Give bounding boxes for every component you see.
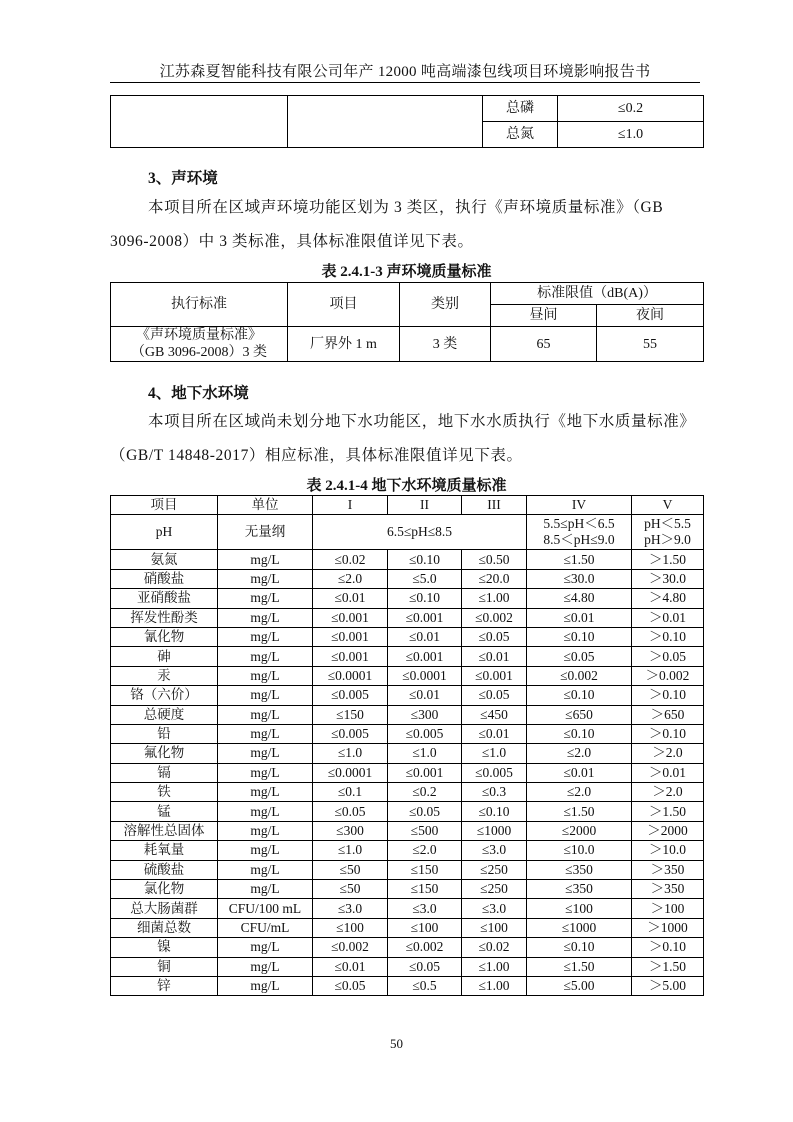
item-cell: 硫酸盐	[111, 860, 218, 879]
class-ii-cell: ≤0.0001	[388, 666, 462, 685]
table-row	[111, 327, 704, 362]
class-i-cell: ≤300	[313, 821, 388, 840]
section-heading-noise: 3、声环境	[148, 170, 218, 187]
noise-table-caption: 表 2.4.1-3 声环境质量标准	[321, 264, 492, 280]
item-cell: 氨氮	[111, 550, 218, 569]
ph-iv-line-1: 5.5≤pH＜6.5	[543, 516, 615, 532]
header-limit: 标准限值（dB(A)）	[491, 283, 704, 305]
class-iv-cell: ≤10.0	[527, 841, 632, 860]
empty-cell	[288, 96, 483, 148]
item-cell: 耗氧量	[111, 841, 218, 860]
document-header: 江苏森夏智能科技有限公司年产 12000 吨高端漆包线项目环境影响报告书	[159, 64, 651, 80]
item-cell: 厂界外 1 m	[288, 327, 400, 362]
class-iii-cell: ≤0.01	[462, 724, 527, 743]
table-row	[111, 918, 704, 937]
class-i-cell: ≤0.0001	[313, 666, 388, 685]
category-cell: 3 类	[400, 327, 491, 362]
header-night: 夜间	[597, 305, 704, 327]
value-cell: ≤1.0	[558, 122, 704, 148]
class-iii-cell: ≤0.3	[462, 783, 527, 802]
class-iv-cell: ≤0.10	[527, 686, 632, 705]
header-class-v: V	[632, 496, 704, 515]
item-cell: 挥发性酚类	[111, 608, 218, 627]
class-iv-cell: ≤1000	[527, 918, 632, 937]
class-v-cell: ＞0.01	[632, 608, 704, 627]
item-cell: 氟化物	[111, 744, 218, 763]
class-ii-cell: ≤5.0	[388, 569, 462, 588]
class-i-cell: ≤0.1	[313, 783, 388, 802]
table-row	[111, 627, 704, 646]
class-i-cell: ≤0.01	[313, 957, 388, 976]
class-v-cell: ＞1.50	[632, 957, 704, 976]
class-iv-cell: ≤0.10	[527, 627, 632, 646]
class-v-cell: ＞2.0	[632, 744, 704, 763]
table-row	[111, 608, 704, 627]
class-v-cell: ＞350	[632, 860, 704, 879]
class-ii-cell: ≤300	[388, 705, 462, 724]
table-row	[111, 647, 704, 666]
class-i-cell: ≤1.0	[313, 744, 388, 763]
noise-standard-table	[110, 282, 704, 362]
class-v-cell: ＞2.0	[632, 783, 704, 802]
class-v-cell: ＞1.50	[632, 802, 704, 821]
class-i-cell: ≤0.05	[313, 976, 388, 995]
header-class-iii: III	[462, 496, 527, 515]
class-v-cell: ＞0.01	[632, 763, 704, 782]
class-ii-cell: ≤0.2	[388, 783, 462, 802]
item-cell: 总硬度	[111, 705, 218, 724]
unit-cell: mg/L	[218, 957, 313, 976]
header-class-i: I	[313, 496, 388, 515]
class-v-cell: ＞0.05	[632, 647, 704, 666]
table-row	[111, 724, 704, 743]
item-cell: 镍	[111, 938, 218, 957]
class-ii-cell: ≤0.10	[388, 550, 462, 569]
item-cell: 硝酸盐	[111, 569, 218, 588]
ph-class-i-iii: 6.5≤pH≤8.5	[313, 515, 527, 550]
class-iv-cell: ≤0.01	[527, 608, 632, 627]
class-iii-cell: ≤0.10	[462, 802, 527, 821]
class-iii-cell: ≤0.001	[462, 666, 527, 685]
class-i-cell: ≤100	[313, 918, 388, 937]
class-i-cell: ≤0.002	[313, 938, 388, 957]
class-i-cell: ≤1.0	[313, 841, 388, 860]
class-iv-cell: ≤100	[527, 899, 632, 918]
class-ii-cell: ≤0.001	[388, 763, 462, 782]
table-row	[111, 589, 704, 608]
class-ii-cell: ≤100	[388, 918, 462, 937]
class-iii-cell: ≤250	[462, 860, 527, 879]
class-iii-cell: ≤100	[462, 918, 527, 937]
unit-cell: mg/L	[218, 724, 313, 743]
class-i-cell: ≤0.0001	[313, 763, 388, 782]
class-iv-cell: ≤0.01	[527, 763, 632, 782]
unit-cell: mg/L	[218, 627, 313, 646]
class-ii-cell: ≤0.001	[388, 647, 462, 666]
item-cell: 总氮	[483, 122, 558, 148]
class-v-cell: ＞1000	[632, 918, 704, 937]
class-v-cell: ＞350	[632, 880, 704, 899]
header-category: 类别	[400, 283, 491, 327]
item-cell: 总磷	[483, 96, 558, 122]
class-iv-cell: ≤350	[527, 860, 632, 879]
class-iii-cell: ≤0.002	[462, 608, 527, 627]
unit-cell: mg/L	[218, 686, 313, 705]
item-cell: 锰	[111, 802, 218, 821]
table-row	[111, 763, 704, 782]
unit-cell: mg/L	[218, 608, 313, 627]
item-cell: 砷	[111, 647, 218, 666]
class-v-cell: ＞0.10	[632, 627, 704, 646]
table-row	[111, 860, 704, 879]
item-cell: 氰化物	[111, 627, 218, 646]
class-v-cell: ＞2000	[632, 821, 704, 840]
class-ii-cell: ≤0.05	[388, 957, 462, 976]
class-iv-cell: ≤4.80	[527, 589, 632, 608]
class-ii-cell: ≤2.0	[388, 841, 462, 860]
table-row	[111, 96, 704, 122]
continued-table	[110, 95, 704, 148]
class-i-cell: ≤0.001	[313, 647, 388, 666]
class-i-cell: ≤2.0	[313, 569, 388, 588]
class-v-cell: ＞5.00	[632, 976, 704, 995]
night-cell: 55	[597, 327, 704, 362]
class-ii-cell: ≤0.001	[388, 608, 462, 627]
class-v-cell: ＞30.0	[632, 569, 704, 588]
class-i-cell: ≤0.005	[313, 724, 388, 743]
class-i-cell: ≤0.02	[313, 550, 388, 569]
class-iv-cell: ≤350	[527, 880, 632, 899]
item-cell: 锌	[111, 976, 218, 995]
table-row	[111, 686, 704, 705]
class-iv-cell: ≤2000	[527, 821, 632, 840]
class-i-cell: ≤3.0	[313, 899, 388, 918]
header-item: 项目	[288, 283, 400, 327]
class-v-cell: ＞0.002	[632, 666, 704, 685]
class-iv-cell: ≤5.00	[527, 976, 632, 995]
class-iii-cell: ≤0.005	[462, 763, 527, 782]
class-iii-cell: ≤1.00	[462, 957, 527, 976]
class-iv-cell: ≤1.50	[527, 957, 632, 976]
class-iv-cell: ≤0.05	[527, 647, 632, 666]
table-row	[111, 705, 704, 724]
unit-cell: mg/L	[218, 860, 313, 879]
class-ii-cell: ≤0.5	[388, 976, 462, 995]
unit-cell: CFU/100 mL	[218, 899, 313, 918]
class-ii-cell: ≤0.002	[388, 938, 462, 957]
class-iv-cell: ≤0.002	[527, 666, 632, 685]
class-ii-cell: ≤500	[388, 821, 462, 840]
table-row-ph	[111, 515, 704, 550]
class-v-cell: ＞0.10	[632, 686, 704, 705]
class-iii-cell: ≤450	[462, 705, 527, 724]
unit-cell: mg/L	[218, 666, 313, 685]
class-iv-cell: ≤1.50	[527, 550, 632, 569]
item-cell: 铅	[111, 724, 218, 743]
unit-cell: mg/L	[218, 802, 313, 821]
header-class-ii: II	[388, 496, 462, 515]
table-header-row	[111, 283, 704, 305]
class-iii-cell: ≤1000	[462, 821, 527, 840]
unit-cell: mg/L	[218, 841, 313, 860]
class-iv-cell: ≤650	[527, 705, 632, 724]
class-iii-cell: ≤1.0	[462, 744, 527, 763]
class-iii-cell: ≤250	[462, 880, 527, 899]
unit-cell: mg/L	[218, 783, 313, 802]
table-row	[111, 841, 704, 860]
item-cell: 铁	[111, 783, 218, 802]
table-row	[111, 802, 704, 821]
class-ii-cell: ≤0.01	[388, 686, 462, 705]
standard-cell	[111, 327, 288, 362]
class-ii-cell: ≤0.01	[388, 627, 462, 646]
header-item: 项目	[111, 496, 218, 515]
class-iii-cell: ≤0.01	[462, 647, 527, 666]
noise-paragraph: 本项目所在区域声环境功能区划为 3 类区，执行《声环境质量标准》（GB 3096-2008）中 3 类标准，具体标准限值详见下表。	[110, 199, 664, 250]
class-i-cell: ≤0.005	[313, 686, 388, 705]
class-iii-cell: ≤20.0	[462, 569, 527, 588]
class-i-cell: ≤0.01	[313, 589, 388, 608]
ph-class-iv	[527, 515, 632, 550]
unit-cell: mg/L	[218, 763, 313, 782]
groundwater-paragraph: 本项目所在区域尚未划分地下水功能区，地下水水质执行《地下水质量标准》（GB/T 14848-2017）相应标准，具体标准限值详见下表。	[110, 413, 696, 464]
unit-cell: mg/L	[218, 569, 313, 588]
class-iv-cell: ≤1.50	[527, 802, 632, 821]
unit-cell: mg/L	[218, 589, 313, 608]
item-cell: 汞	[111, 666, 218, 685]
header-unit: 单位	[218, 496, 313, 515]
item-cell: 氯化物	[111, 880, 218, 899]
item-cell: 亚硝酸盐	[111, 589, 218, 608]
ph-unit: 无量纲	[218, 515, 313, 550]
table-row	[111, 957, 704, 976]
header-class-iv: IV	[527, 496, 632, 515]
class-iii-cell: ≤0.05	[462, 686, 527, 705]
class-iii-cell: ≤1.00	[462, 589, 527, 608]
page-number: 50	[390, 1036, 403, 1051]
item-cell: 铬（六价）	[111, 686, 218, 705]
class-ii-cell: ≤0.005	[388, 724, 462, 743]
groundwater-table-caption: 表 2.4.1-4 地下水环境质量标准	[306, 478, 507, 494]
class-v-cell: ＞100	[632, 899, 704, 918]
class-iv-cell: ≤0.10	[527, 724, 632, 743]
class-ii-cell: ≤150	[388, 880, 462, 899]
item-cell: 总大肠菌群	[111, 899, 218, 918]
day-cell: 65	[491, 327, 597, 362]
unit-cell: CFU/mL	[218, 918, 313, 937]
class-iv-cell: ≤0.10	[527, 938, 632, 957]
class-iii-cell: ≤3.0	[462, 841, 527, 860]
class-iii-cell: ≤1.00	[462, 976, 527, 995]
class-iv-cell: ≤30.0	[527, 569, 632, 588]
class-iii-cell: ≤0.50	[462, 550, 527, 569]
class-i-cell: ≤50	[313, 880, 388, 899]
table-row	[111, 569, 704, 588]
unit-cell: mg/L	[218, 976, 313, 995]
class-ii-cell: ≤150	[388, 860, 462, 879]
table-row	[111, 821, 704, 840]
unit-cell: mg/L	[218, 550, 313, 569]
table-row	[111, 744, 704, 763]
standard-line-2: （GB 3096-2008）3 类	[130, 345, 268, 360]
class-i-cell: ≤150	[313, 705, 388, 724]
empty-cell	[111, 96, 288, 148]
table-row	[111, 783, 704, 802]
table-row	[111, 550, 704, 569]
ph-class-v	[632, 515, 704, 550]
groundwater-standard-table	[110, 495, 704, 996]
table-row	[111, 938, 704, 957]
unit-cell: mg/L	[218, 705, 313, 724]
class-i-cell: ≤0.001	[313, 608, 388, 627]
class-ii-cell: ≤1.0	[388, 744, 462, 763]
header-standard: 执行标准	[111, 283, 288, 327]
header-day: 昼间	[491, 305, 597, 327]
item-cell: 溶解性总固体	[111, 821, 218, 840]
unit-cell: mg/L	[218, 938, 313, 957]
table-row	[111, 899, 704, 918]
ph-v-line-1: pH＜5.5	[644, 516, 691, 532]
class-v-cell: ＞4.80	[632, 589, 704, 608]
class-iv-cell: ≤2.0	[527, 783, 632, 802]
section-heading-groundwater: 4、地下水环境	[148, 385, 249, 402]
value-cell: ≤0.2	[558, 96, 704, 122]
class-ii-cell: ≤0.05	[388, 802, 462, 821]
unit-cell: mg/L	[218, 744, 313, 763]
table-row	[111, 666, 704, 685]
class-iv-cell: ≤2.0	[527, 744, 632, 763]
class-ii-cell: ≤0.10	[388, 589, 462, 608]
table-row	[111, 976, 704, 995]
class-v-cell: ＞0.10	[632, 724, 704, 743]
class-i-cell: ≤0.05	[313, 802, 388, 821]
class-i-cell: ≤50	[313, 860, 388, 879]
ph-item: pH	[111, 515, 218, 550]
class-iii-cell: ≤0.05	[462, 627, 527, 646]
class-v-cell: ＞10.0	[632, 841, 704, 860]
unit-cell: mg/L	[218, 821, 313, 840]
ph-v-line-2: pH＞9.0	[644, 532, 691, 548]
class-v-cell: ＞650	[632, 705, 704, 724]
class-ii-cell: ≤3.0	[388, 899, 462, 918]
standard-line-1: 《声环境质量标准》	[136, 328, 262, 343]
class-iii-cell: ≤3.0	[462, 899, 527, 918]
class-iii-cell: ≤0.02	[462, 938, 527, 957]
item-cell: 细菌总数	[111, 918, 218, 937]
class-i-cell: ≤0.001	[313, 627, 388, 646]
table-row	[111, 880, 704, 899]
class-v-cell: ＞1.50	[632, 550, 704, 569]
item-cell: 铜	[111, 957, 218, 976]
class-v-cell: ＞0.10	[632, 938, 704, 957]
table-header-row	[111, 496, 704, 515]
item-cell: 镉	[111, 763, 218, 782]
ph-iv-line-2: 8.5＜pH≤9.0	[543, 532, 615, 548]
unit-cell: mg/L	[218, 647, 313, 666]
header-divider	[110, 82, 700, 83]
unit-cell: mg/L	[218, 880, 313, 899]
